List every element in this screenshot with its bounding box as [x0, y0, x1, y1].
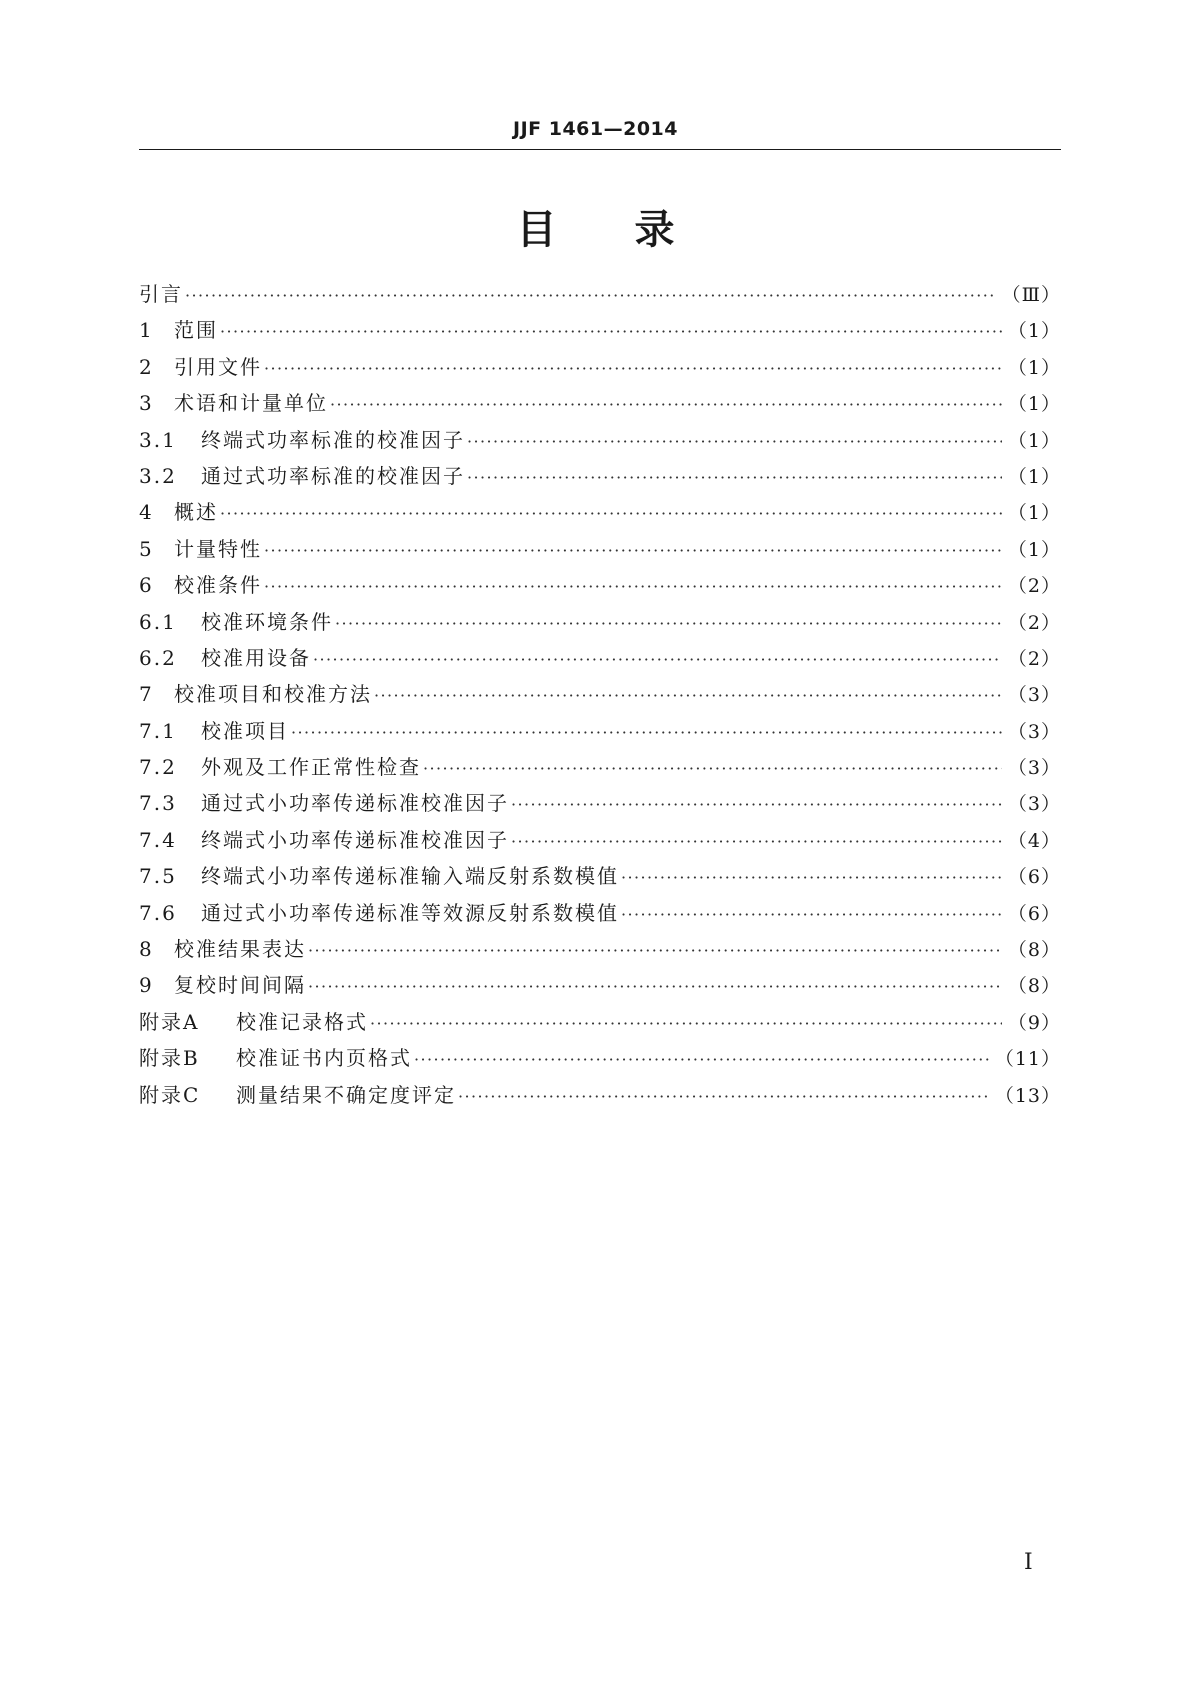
- toc-entry-number: 6: [139, 573, 154, 598]
- toc-entry-page: （1）: [1007, 538, 1061, 561]
- toc-entry-number: 3.1: [139, 427, 177, 452]
- toc-entry-page: （2）: [1007, 575, 1061, 598]
- toc-dot-leader: [308, 941, 1002, 960]
- toc-entry-title: 计量特性: [174, 536, 262, 561]
- toc-entry-page: （3）: [1007, 684, 1061, 707]
- toc-entry-title: 终端式小功率传递标准校准因子: [201, 827, 509, 852]
- toc-entry-title: 引言: [139, 282, 183, 306]
- toc-entry-title: 校准环境条件: [201, 609, 333, 634]
- toc-dot-leader: [220, 504, 1002, 523]
- toc-entry-number: 9: [139, 973, 154, 998]
- toc-entry[interactable]: [139, 933, 1061, 969]
- toc-entry-page: （8）: [1007, 975, 1061, 998]
- toc-entry[interactable]: [139, 387, 1061, 423]
- toc-entry-page: （2）: [1007, 647, 1061, 670]
- toc-entry[interactable]: [139, 314, 1061, 350]
- toc-dot-leader: [264, 577, 1002, 596]
- toc-entry-number: 7.6: [139, 900, 177, 925]
- toc-entry-number: 3: [139, 391, 154, 416]
- toc-entry[interactable]: [139, 642, 1061, 678]
- toc-entry-page: （3）: [1007, 720, 1061, 743]
- toc-entry-number: 5: [139, 536, 154, 561]
- toc-entry-title: 终端式功率标准的校准因子: [201, 427, 465, 452]
- toc-entry[interactable]: [139, 897, 1061, 933]
- toc-entry-number: 7.4: [139, 827, 177, 852]
- toc-entry-page: （6）: [1007, 902, 1061, 925]
- toc-entry[interactable]: [139, 860, 1061, 896]
- toc-entry[interactable]: [139, 751, 1061, 787]
- toc-dot-leader: [458, 1087, 989, 1106]
- toc-entry[interactable]: [139, 424, 1061, 460]
- toc-dot-leader: [370, 1014, 1002, 1033]
- toc-entry[interactable]: [139, 1042, 1061, 1078]
- toc-entry-number: 3.2: [139, 463, 177, 488]
- toc-dot-leader: [467, 468, 1002, 487]
- toc-entry[interactable]: [139, 278, 1061, 314]
- toc-entry-number: 7.5: [139, 864, 177, 889]
- toc-dot-leader: [185, 286, 996, 305]
- toc-entry-page: （4）: [1007, 829, 1061, 852]
- toc-entry[interactable]: [139, 824, 1061, 860]
- toc-dot-leader: [313, 650, 1002, 669]
- toc-entry-number: 1: [139, 318, 154, 343]
- toc-entry-page: （8）: [1007, 939, 1061, 962]
- toc-entry-number: 附录B: [139, 1046, 200, 1071]
- page-number: Ⅰ: [1024, 1550, 1033, 1575]
- toc-entry[interactable]: [139, 496, 1061, 532]
- toc-entry[interactable]: [139, 533, 1061, 569]
- toc-entry-title: 范围: [174, 318, 218, 343]
- toc-entry-number: 8: [139, 937, 154, 962]
- toc-entry[interactable]: [139, 460, 1061, 496]
- toc-entry-title: 通过式功率标准的校准因子: [201, 463, 465, 488]
- header-divider: [139, 149, 1061, 150]
- toc-entry-title: 复校时间间隔: [174, 973, 306, 998]
- toc-entry-number: 附录C: [139, 1082, 201, 1107]
- toc-dot-leader: [511, 795, 1002, 814]
- toc-entry-number: 附录A: [139, 1009, 200, 1034]
- toc-entry-page: （11）: [994, 1048, 1061, 1071]
- toc-dot-leader: [308, 977, 1002, 996]
- toc-dot-leader: [414, 1050, 989, 1069]
- toc-entry-page: （6）: [1007, 866, 1061, 889]
- toc-entry-title: 校准记录格式: [236, 1009, 368, 1034]
- toc-entry-title: 引用文件: [174, 354, 262, 379]
- toc-dot-leader: [264, 359, 1002, 378]
- table-of-contents: [139, 278, 1061, 1115]
- toc-entry[interactable]: [139, 569, 1061, 605]
- toc-entry-page: （2）: [1007, 611, 1061, 634]
- toc-entry-page: （3）: [1007, 757, 1061, 780]
- toc-entry-title: 通过式小功率传递标准等效源反射系数模值: [201, 900, 619, 925]
- toc-entry[interactable]: [139, 678, 1061, 714]
- toc-entry-number: 7.2: [139, 755, 177, 780]
- toc-entry-number: 6.2: [139, 645, 177, 670]
- page-title: 目录: [516, 207, 753, 253]
- toc-entry-number: 7: [139, 682, 154, 707]
- toc-entry-page: （1）: [1007, 320, 1061, 343]
- toc-entry[interactable]: [139, 1079, 1061, 1115]
- toc-entry[interactable]: [139, 1006, 1061, 1042]
- toc-dot-leader: [374, 686, 1002, 705]
- toc-dot-leader: [621, 868, 1002, 887]
- toc-entry-page: （9）: [1007, 1011, 1061, 1034]
- toc-entry-title: 测量结果不确定度评定: [236, 1082, 456, 1107]
- toc-entry-title: 校准结果表达: [174, 937, 306, 962]
- toc-dot-leader: [423, 759, 1002, 778]
- toc-entry[interactable]: [139, 969, 1061, 1005]
- toc-entry[interactable]: [139, 715, 1061, 751]
- toc-entry[interactable]: [139, 787, 1061, 823]
- toc-entry-page: （1）: [1007, 393, 1061, 416]
- toc-dot-leader: [264, 541, 1002, 560]
- toc-entry-number: 7.3: [139, 791, 177, 816]
- toc-entry-title: 校准证书内页格式: [236, 1046, 412, 1071]
- toc-dot-leader: [220, 322, 1002, 341]
- toc-entry-title: 概述: [174, 500, 218, 525]
- toc-dot-leader: [335, 614, 1002, 633]
- toc-entry-number: 4: [139, 500, 154, 525]
- toc-entry-title: 外观及工作正常性检查: [201, 755, 421, 780]
- toc-entry-title: 校准项目: [201, 718, 289, 743]
- toc-entry-page: （1）: [1007, 429, 1061, 452]
- toc-entry-number: 2: [139, 354, 154, 379]
- toc-entry-page: （1）: [1007, 465, 1061, 488]
- toc-dot-leader: [467, 432, 1002, 451]
- toc-entry[interactable]: [139, 606, 1061, 642]
- toc-entry-title: 校准条件: [174, 573, 262, 598]
- toc-entry-number: 7.1: [139, 718, 177, 743]
- toc-entry-title: 通过式小功率传递标准校准因子: [201, 791, 509, 816]
- toc-dot-leader: [330, 395, 1002, 414]
- toc-entry-page: （13）: [994, 1084, 1061, 1107]
- toc-entry-title: 校准项目和校准方法: [174, 682, 372, 707]
- toc-dot-leader: [291, 723, 1002, 742]
- document-code-header: JJF 1461—2014: [513, 118, 678, 140]
- toc-entry-number: 6.1: [139, 609, 177, 634]
- toc-entry-page: （3）: [1007, 793, 1061, 816]
- toc-entry-title: 终端式小功率传递标准输入端反射系数模值: [201, 864, 619, 889]
- toc-entry-page: （1）: [1007, 502, 1061, 525]
- toc-entry-page: （Ⅲ）: [1001, 284, 1061, 306]
- toc-entry[interactable]: [139, 351, 1061, 387]
- toc-entry-title: 校准用设备: [201, 645, 311, 670]
- toc-entry-title: 术语和计量单位: [174, 391, 328, 416]
- toc-dot-leader: [511, 832, 1002, 851]
- toc-dot-leader: [621, 905, 1002, 924]
- toc-entry-page: （1）: [1007, 356, 1061, 379]
